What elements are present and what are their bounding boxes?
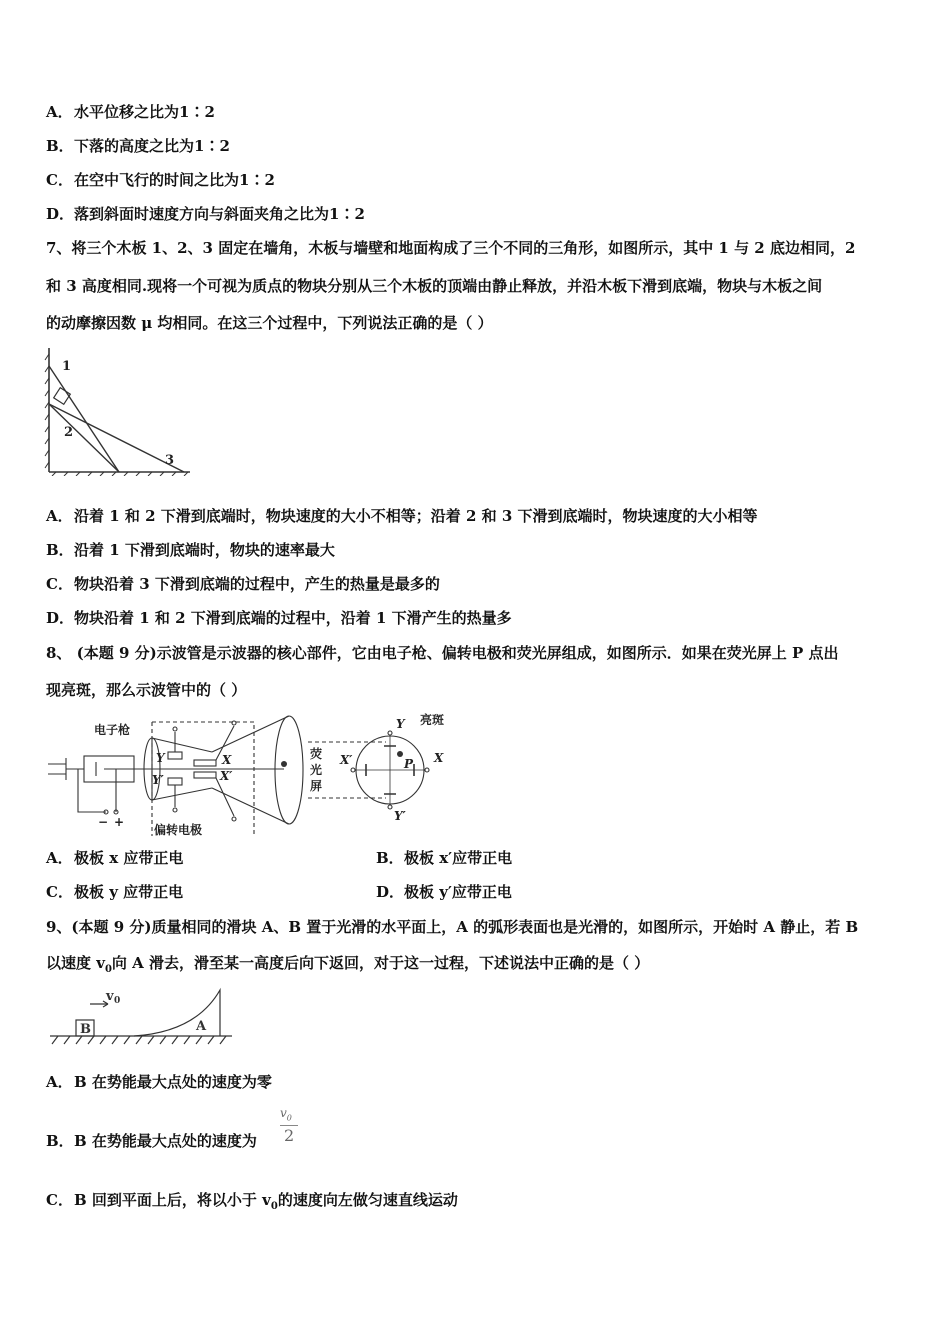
q8-stem-line-2: 现亮斑，那么示波管中的（ ） (46, 681, 247, 699)
label-y-plate: Y (156, 751, 165, 765)
q9-option-c: C．B 回到平面上后，将以小于 $v_0$的速度向左做匀速直线运动 (46, 1191, 458, 1212)
label-gun: 电子枪 (94, 723, 131, 737)
label-y-screen: Y (396, 717, 405, 731)
q8-oscilloscope-figure (44, 712, 454, 840)
q7-option-a: A．沿着 1 和 2 下滑到底端时，物块速度的大小不相等；沿着 2 和 3 下滑到底端时，物块速度的大小相等 (46, 507, 758, 525)
label-3: 3 (165, 453, 175, 468)
label-v-sub: 0 (114, 996, 121, 1006)
label-minus: − (98, 815, 109, 829)
label-plus: + (114, 815, 125, 829)
q6-option-c: C．在空中飞行的时间之比为1∶2 (46, 171, 275, 189)
q9-stem-line-2: 以速度 $v_0$向 A 滑去，滑至某一高度后向下返回，对于这一过程，下述说法中正确的是（ ） (46, 954, 650, 975)
label-xp-plate: X′ (220, 769, 233, 783)
q8-option-a: A．极板 x 应带正电 (46, 849, 184, 867)
label-v: v (106, 989, 114, 1004)
q9-option-b-fraction: $v_0$ 2 (280, 1106, 304, 1150)
q7-stem-line-2: 和 3 高度相同.现将一个可视为质点的物块分别从三个木板的顶端由静止释放，并沿木板下滑到底端，物块与木板之间 (46, 277, 823, 295)
label-screen-3: 屏 (310, 779, 323, 793)
q8-option-c: C．极板 y 应带正电 (46, 883, 184, 901)
q7-incline-figure (44, 344, 194, 476)
q7-option-d: D．物块沿着 1 和 2 下滑到底端的过程中，沿着 1 下滑产生的热量多 (46, 609, 512, 627)
block-a (134, 990, 220, 1036)
q9-option-a: A．B 在势能最大点处的速度为零 (46, 1073, 272, 1091)
label-screen-2: 光 (310, 763, 323, 777)
label-yp-plate: Y′ (152, 773, 164, 787)
q9-slider-figure (46, 984, 236, 1048)
q8-option-d: D．极板 y′应带正电 (376, 883, 512, 901)
q6-option-b: B．下落的高度之比为1∶2 (46, 137, 230, 155)
label-2: 2 (64, 425, 74, 440)
label-1: 1 (62, 359, 72, 374)
q6-option-a: A．水平位移之比为1∶2 (46, 103, 215, 121)
q9-option-b: B．B 在势能最大点处的速度为 (46, 1132, 257, 1150)
label-p: P (404, 757, 414, 771)
q6-option-d: D．落到斜面时速度方向与斜面夹角之比为1∶2 (46, 205, 365, 223)
q8-option-b: B．极板 x′应带正电 (376, 849, 513, 867)
label-b: B (80, 1022, 91, 1037)
label-a: A (196, 1019, 207, 1034)
bright-spot (397, 751, 403, 757)
q7-option-c: C．物块沿着 3 下滑到底端的过程中，产生的热量是最多的 (46, 575, 440, 593)
label-screen-1: 荧 (310, 747, 323, 761)
label-deflect: 偏转电极 (154, 823, 203, 837)
label-x-screen: X (434, 751, 444, 765)
board-1 (49, 366, 119, 472)
q7-option-b: B．沿着 1 下滑到底端时，物块的速率最大 (46, 541, 335, 559)
q7-stem-line-3: 的动摩擦因数 μ 均相同。在这三个过程中，下列说法正确的是（ ） (46, 314, 493, 332)
label-x-plate: X (222, 753, 232, 767)
q8-stem-line-1: 8、 (本题 9 分)示波管是示波器的核心部件，它由电子枪、偏转电极和荧光屏组成，如图所示．如果在荧光屏上 P 点出 (46, 644, 839, 662)
q9-stem-line-1: 9、(本题 9 分)质量相同的滑块 A、B 置于光滑的水平面上，A 的弧形表面也是光滑的，如图所示，开始时 A 静止，若 B (46, 918, 859, 936)
q7-stem-line-1: 7、将三个木板 1、2、3 固定在墙角，木板与墙壁和地面构成了三个不同的三角形，如图所示，其中 1 与 2 底边相同，2 (46, 239, 856, 257)
label-spot: 亮斑 (420, 713, 445, 727)
board-2 (49, 404, 119, 472)
label-yp-screen: Y′ (394, 809, 406, 823)
label-xp-screen: X′ (340, 753, 353, 767)
